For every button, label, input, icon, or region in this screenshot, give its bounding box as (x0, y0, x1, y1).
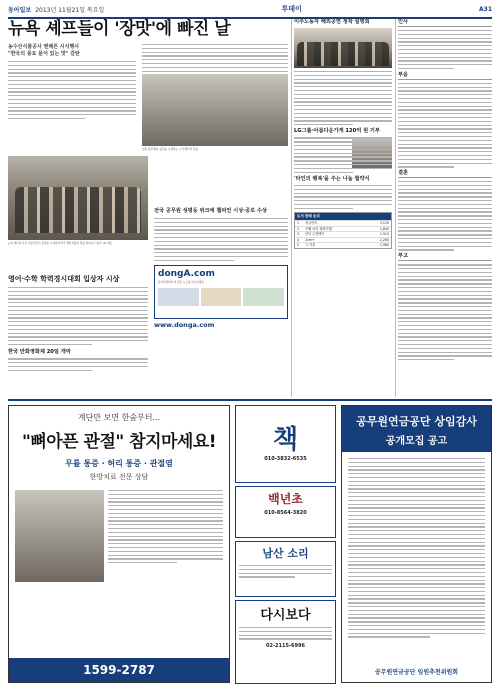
joint-pain-ad[interactable] (8, 405, 230, 683)
lead-body-text (8, 61, 136, 119)
ad-line-2: 한방치료 전문 상담 (89, 473, 149, 481)
classified-body-4 (239, 627, 332, 640)
notice-footer: 공무원연금공단 임원추천위원회 (374, 669, 459, 676)
article-grid (8, 19, 492, 397)
classified-ad-1[interactable] (235, 405, 336, 483)
ad-phone[interactable]: 1599-2787 (9, 658, 229, 682)
middle-column (294, 19, 392, 397)
obituary-body (398, 83, 492, 168)
center-photo-caption: 전통 장과 발효 음식을 소개하는 시식 행사장 모습. (142, 148, 199, 152)
dongA-ad-tile (243, 288, 284, 306)
deaths-body (398, 264, 492, 360)
lead-subhead-1: 농수산식품공사 맨해튼 시식행사 (8, 44, 80, 50)
title-cell: 정글만리 (305, 221, 318, 225)
exam-story (8, 275, 148, 373)
rank-cell: 3 (297, 232, 300, 237)
rank-cell: 1 (297, 221, 300, 225)
classified-title-3: 남산 소리 (262, 547, 309, 560)
lead-photo-credit: aT 제공 (103, 241, 113, 245)
ad-body (108, 490, 223, 563)
classified-title-4: 다시보다 (260, 608, 311, 623)
people-body (398, 30, 492, 69)
title-cell: 꾸뻬 씨의 행복여행 (305, 226, 332, 231)
lead-photo-caption (8, 242, 148, 246)
table-row (295, 220, 391, 226)
small-story-headline: 한국 만화영화제 20일 개막 (8, 349, 71, 356)
book-ranking-table (294, 212, 392, 249)
center-story-body (154, 218, 288, 261)
dongA-ad[interactable] (154, 265, 288, 319)
notice-subheader: 공개모집 공고 (385, 436, 448, 447)
issue-date: 2013년 11월21일 목요일 (35, 6, 105, 14)
table-title: 도서 판매 순위 (295, 213, 391, 220)
classified-ad-4[interactable] (235, 600, 336, 684)
section-name: 투데이 (281, 5, 302, 13)
ad-line-1: 무릎 통증 · 허리 통증 · 관절염 (65, 459, 173, 468)
rank-cell: 5 (297, 243, 300, 248)
notice-header: 공무원연금공단 상임감사 (356, 415, 477, 428)
lead-column (8, 19, 288, 397)
lead-subhead-2: "한국의 풍요 묻어 있는 맛" 감탄 (8, 51, 80, 57)
recruitment-notice[interactable] (341, 405, 492, 683)
wedding-heading: 결혼 (398, 170, 492, 178)
dongA-ad-tile (201, 288, 242, 306)
classified-ads (235, 405, 336, 683)
notice-header-band (342, 406, 491, 452)
column-divider (291, 19, 292, 397)
middle-story-1-title: 이주노동자 해외공연 정착 설명회 (294, 19, 370, 25)
obituary-heading: 부음 (398, 72, 492, 80)
ad-headline: "뼈아픈 관절" 참지마세요! (21, 432, 217, 452)
table-row (295, 231, 391, 237)
lead-photo (8, 156, 148, 240)
table-body (295, 220, 391, 248)
dongA-ad-tile (158, 288, 199, 306)
small-story-body (8, 358, 148, 371)
dongA-tagline: 동아닷컴에서 더 많은 뉴스를 만나보세요 (158, 281, 204, 285)
value-cell: 2,510 (379, 232, 389, 237)
middle-story-3-body (294, 185, 392, 209)
exam-story-body (8, 287, 148, 345)
dongA-url[interactable]: www.donga.com (154, 321, 215, 330)
masthead (8, 3, 492, 15)
exam-story-headline: 영어·수학 학력경시대회 입상자 시상 (8, 275, 120, 283)
value-cell: 2,260 (379, 237, 389, 242)
middle-story-1-photo (294, 28, 392, 68)
classified-title-2: 백년초 (268, 492, 303, 506)
title-cell: 1cm+ (305, 237, 315, 242)
middle-story-2-body (294, 137, 392, 172)
dongA-brand: dongA.com (158, 269, 215, 280)
classified-ad-2[interactable] (235, 486, 336, 538)
rank-cell: 2 (297, 226, 300, 231)
table-row (295, 237, 391, 243)
right-column (398, 19, 492, 397)
table-row (295, 242, 391, 248)
title-cell: 그 겨울 (305, 243, 316, 248)
center-story (154, 208, 288, 329)
value-cell: 3,120 (379, 221, 389, 225)
middle-story-1-body (294, 71, 392, 125)
title-cell: 안녕 주정뱅이 (305, 232, 325, 237)
value-cell: 1,980 (379, 243, 389, 248)
paper-name: 동아일보 (8, 6, 32, 14)
lead-caption-text: 뉴욕 셰프와 요리 전문가들이 장맛을 시식하며 한국 발효식품의 맛을 알아보고 있다. (8, 241, 103, 245)
table-row (295, 226, 391, 232)
center-story-photo (142, 74, 288, 146)
classified-phone-3: 02-2115-6996 (266, 642, 305, 649)
center-story-headline: 전국 공무원 성평등 위크에 챔피언 시상·공로 수상 (154, 208, 268, 214)
classified-phone-2: 010-8564-3820 (264, 510, 307, 516)
classified-title-1: 책 (272, 425, 299, 455)
value-cell: 2,840 (379, 226, 389, 231)
ad-kicker: 계단만 보면 한숨부터... (77, 413, 161, 422)
people-heading: 인사 (398, 19, 492, 27)
ad-photo-doctor (15, 490, 104, 582)
lead-body-text-2 (142, 44, 288, 72)
deaths-heading: 부고 (398, 253, 492, 261)
middle-story-3-title: '타인의 행복'을 주는 나눔 협약식 (294, 175, 370, 182)
classified-body-3 (239, 565, 332, 578)
advertisement-band (8, 399, 492, 687)
classified-phone-1: 010-3832-6535 (264, 456, 307, 462)
lead-headline: 뉴욕 셰프들이 '장맛'에 빠진 날 (8, 19, 231, 39)
wedding-body (398, 181, 492, 251)
classified-ad-3[interactable] (235, 541, 336, 597)
page-number: A31 (479, 5, 492, 13)
rank-cell: 4 (297, 237, 300, 242)
middle-story-2-title: LG그룹·아름다운가게 120억 원 기부 (294, 128, 380, 135)
notice-body (342, 452, 491, 646)
column-divider (395, 19, 396, 397)
